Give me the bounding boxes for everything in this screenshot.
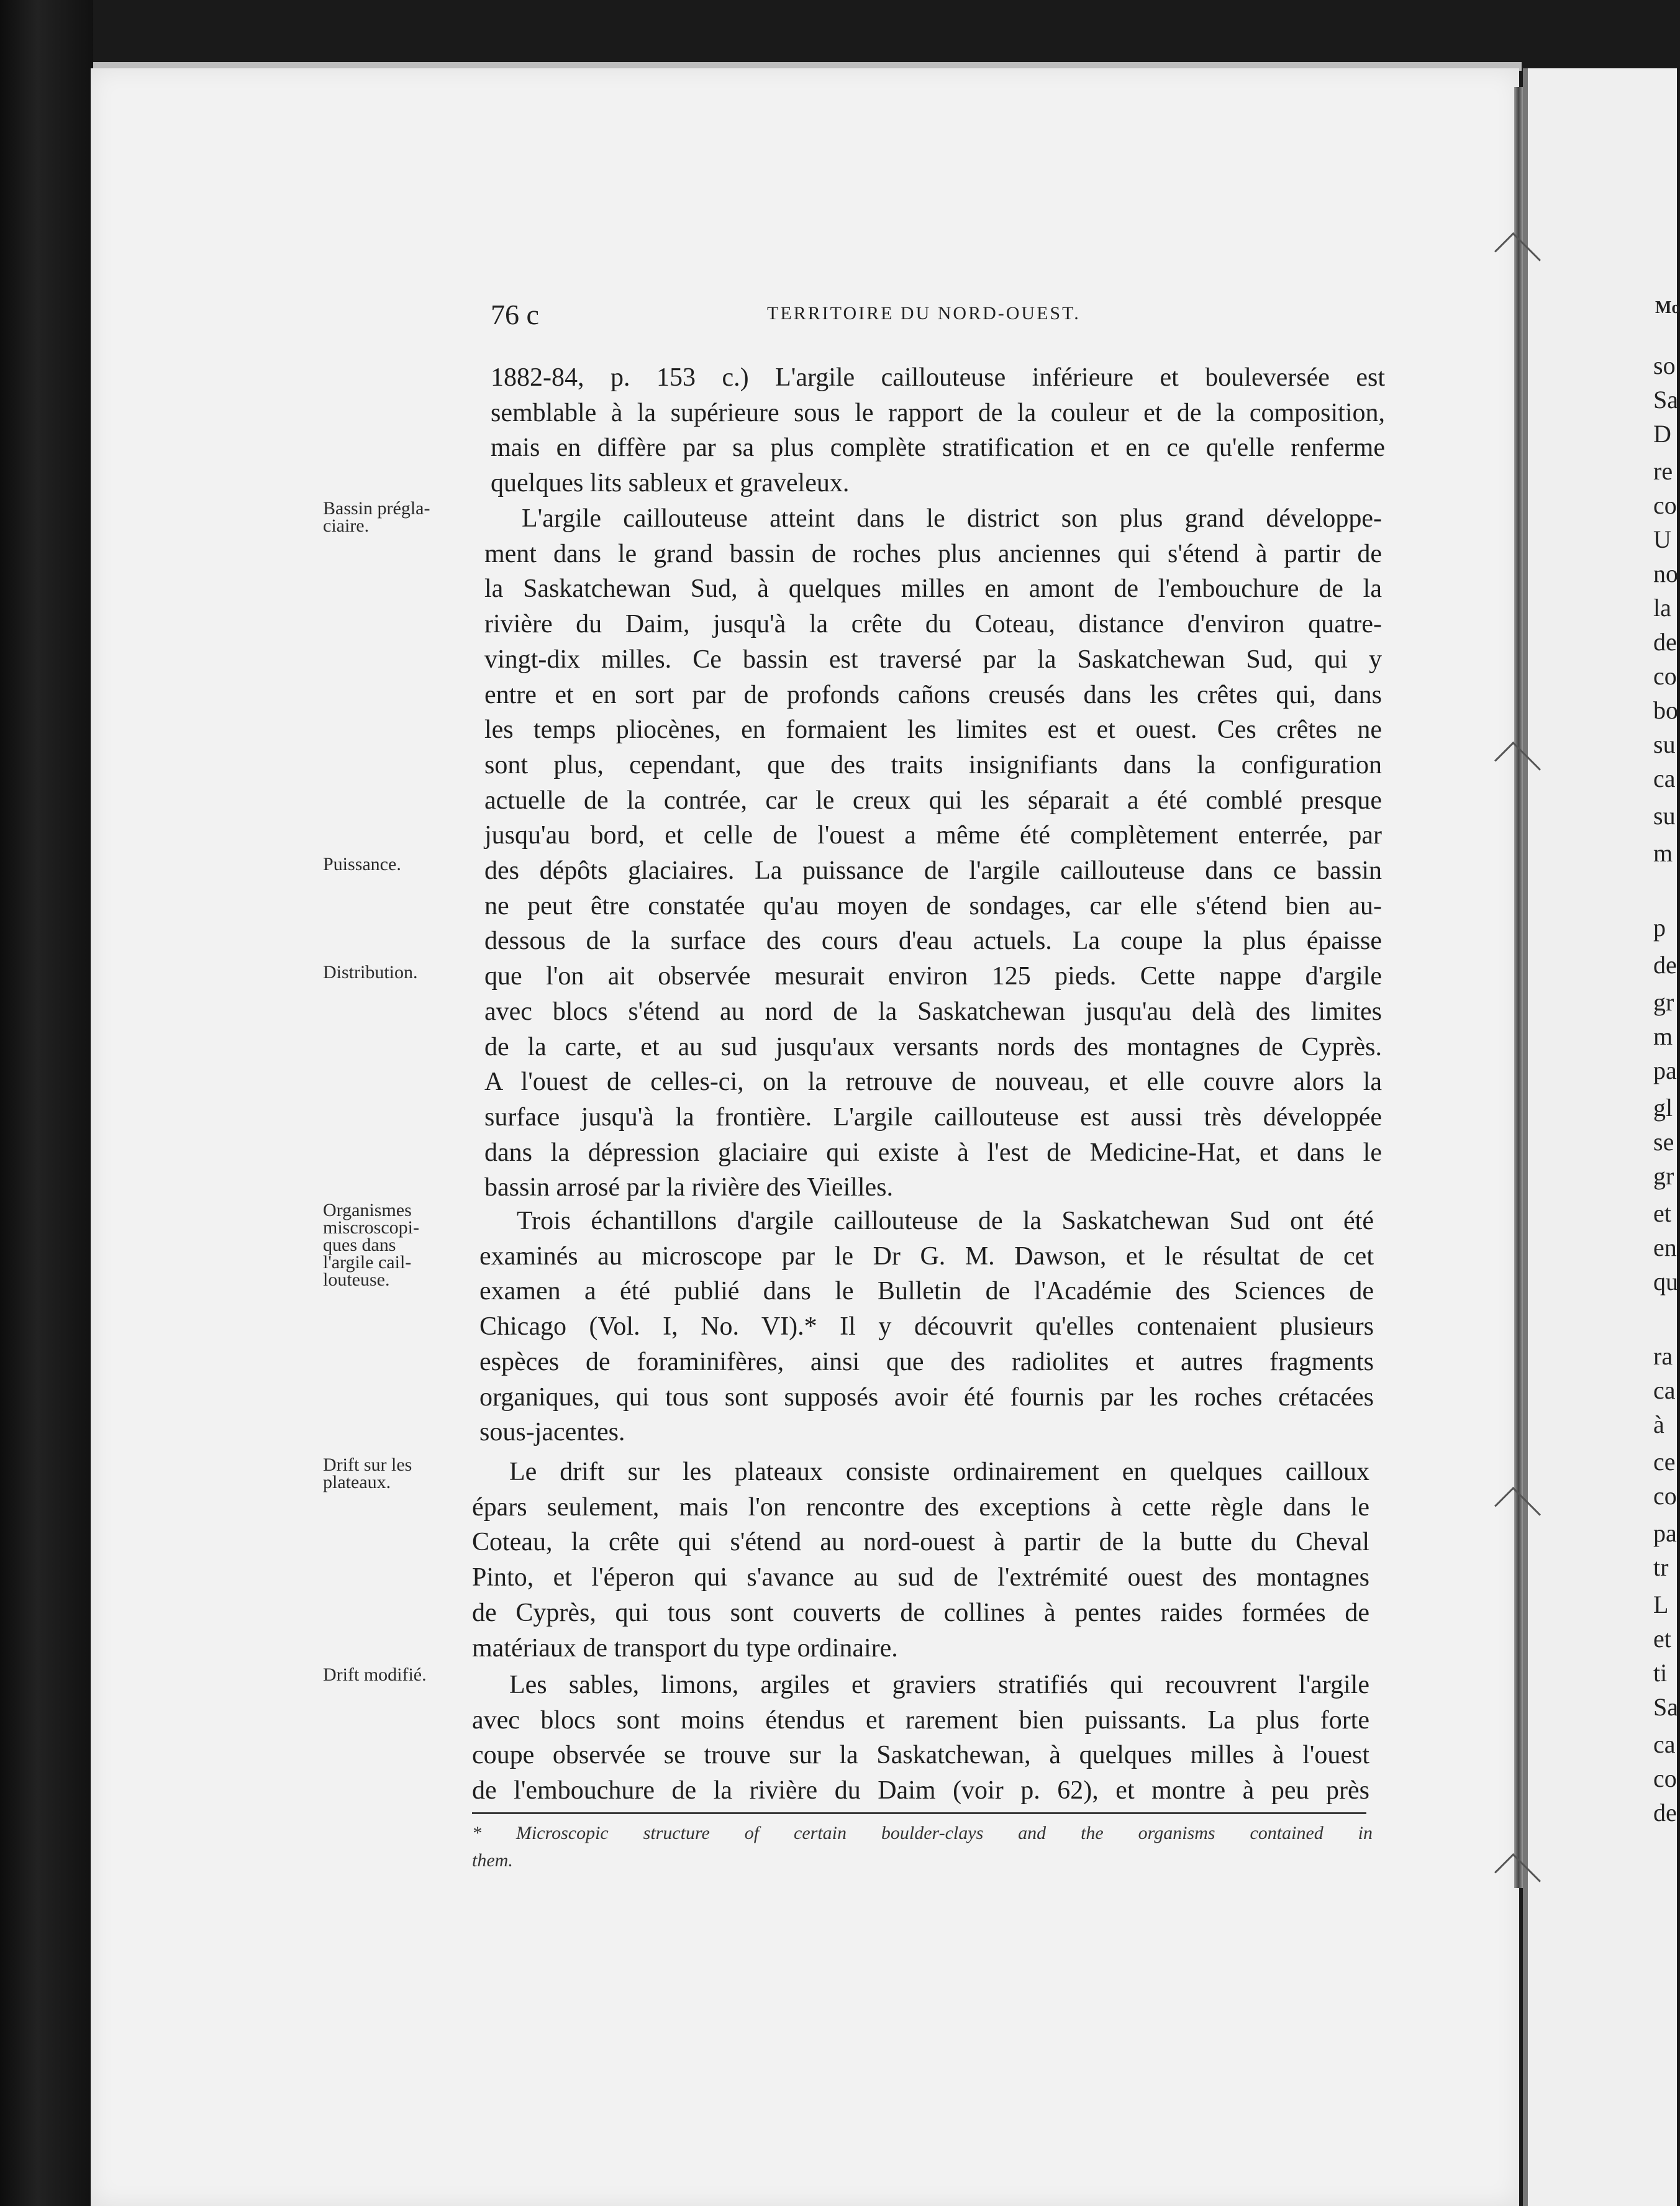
text-line: de l'embouchure de la rivière du Daim (voir p. 62), et montre à peu près (472, 1776, 1369, 1805)
text-line: avec blocs s'étend au nord de la Saskatchewan jusqu'au delà des limites (484, 997, 1382, 1026)
right-page-fragment: so (1653, 352, 1676, 379)
margin-note-distribution (323, 964, 472, 981)
text-line: A l'ouest de celles-ci, on la retrouve de nouveau, et elle couvre alors la (484, 1068, 1382, 1097)
text-line: entre et en sort par de profonds cañons creusés dans les crêtes qui, dans (484, 680, 1382, 709)
right-page-fragment: p (1653, 914, 1666, 942)
footnote-line: * Microscopic structure of certain boulder-clays and the organisms contained in (472, 1823, 1373, 1843)
right-page-fragment: su (1653, 802, 1676, 830)
text-line: Les sables, limons, argiles et graviers stratifiés qui recouvrent l'argile (509, 1671, 1369, 1699)
right-page-fragment: tr (1653, 1553, 1669, 1581)
right-page-fragment: de (1653, 951, 1677, 979)
right-page-fragment: se (1653, 1128, 1674, 1156)
right-page-fragment: no (1653, 560, 1678, 588)
margin-note-organismes (323, 1202, 472, 1289)
margin-note-line: miscroscopi- (323, 1217, 419, 1238)
text-line: dans la dépression glaciaire qui existe à l'est de Medicine-Hat, et dans le (484, 1138, 1382, 1167)
text-line: quelques lits sableux et graveleux. (491, 469, 850, 498)
right-page-fragment: ra (1653, 1342, 1673, 1370)
margin-note-line: ciaire. (323, 515, 370, 536)
margin-note-line: louteuse. (323, 1269, 390, 1290)
margin-note-line: plateaux. (323, 1472, 391, 1492)
text-line: Chicago (Vol. I, No. VI).* Il y découvrit qu'elles contenaient plusieurs (479, 1312, 1374, 1341)
right-page-fragment: ti (1653, 1659, 1668, 1687)
margin-note-line: l'argile cail- (323, 1252, 412, 1273)
text-line: semblable à la supérieure sous le rapport de la couleur et de la composition, (491, 398, 1385, 427)
right-page-fragment: ca (1653, 1730, 1676, 1758)
right-page-fragment: m (1653, 839, 1673, 867)
binding-spine (1514, 87, 1523, 1888)
text-line: Le drift sur les plateaux consiste ordinairement en quelques cailloux (509, 1458, 1369, 1486)
margin-note-line: Distribution. (323, 962, 418, 983)
right-page-fragment: de (1653, 628, 1677, 656)
text-line: bassin arrosé par la rivière des Vieilles. (484, 1173, 893, 1202)
text-line: ment dans le grand bassin de roches plus anciennes qui s'étend à partir de (484, 539, 1382, 568)
right-page-fragment: bo (1653, 696, 1678, 724)
right-page-fragment: co (1653, 662, 1677, 690)
right-page-fragment: ca (1653, 765, 1676, 792)
margin-note-puissance (323, 856, 472, 873)
page-header (491, 298, 1118, 335)
right-page-fragment: gr (1653, 988, 1674, 1016)
footnote (472, 1820, 1373, 1874)
right-page-fragment: Sa (1653, 386, 1678, 414)
text-line: examen a été publié dans le Bulletin de l'Académie des Sciences de (479, 1277, 1374, 1306)
right-page-fragment: ca (1653, 1376, 1676, 1404)
text-line: avec blocs sont moins étendus et rarement bien puissants. La plus forte (472, 1705, 1369, 1735)
right-page-fragment: de (1653, 1799, 1677, 1827)
scan-background-left (0, 0, 93, 2206)
text-line: de la carte, et au sud jusqu'aux versants nords des montagnes de Cyprès. (484, 1032, 1382, 1061)
margin-note-line: ques dans (323, 1235, 396, 1255)
right-page-fragment: ce (1653, 1448, 1676, 1476)
paragraph-4 (472, 1455, 1369, 1666)
text-line: L'argile caillouteuse atteint dans le district son plus grand développe- (522, 504, 1382, 533)
right-page-fragment: su (1653, 730, 1676, 758)
right-page-fragment: à (1653, 1410, 1664, 1438)
text-line: la Saskatchewan Sud, à quelques milles en amont de l'embouchure de la (484, 574, 1382, 604)
paragraph-5 (472, 1668, 1369, 1809)
text-line: dessous de la surface des cours d'eau actuels. La coupe la plus épaisse (484, 927, 1382, 956)
right-page-fragment: gr (1653, 1162, 1674, 1190)
text-line: organiques, qui tous sont supposés avoir été fournis par les roches crétacées (479, 1382, 1374, 1412)
margin-note-line: Bassin prégla- (323, 498, 430, 519)
text-line: de Cyprès, qui tous sont couverts de collines à pentes raides formées de (472, 1598, 1369, 1627)
right-page-fragment: gl (1653, 1094, 1673, 1122)
text-line: mais en diffère par sa plus complète stratification et en ce qu'elle renferme (491, 433, 1385, 463)
running-title: TERRITOIRE DU NORD-OUEST. (767, 303, 1081, 324)
text-line: vingt-dix milles. Ce bassin est traversé par la Saskatchewan Sud, qui y (484, 645, 1382, 674)
footnote-line: them. (472, 1850, 513, 1871)
page-number: 76 c (491, 299, 539, 330)
text-line: épars seulement, mais l'on rencontre des exceptions à cette règle dans le (472, 1492, 1369, 1522)
text-line: actuelle de la contrée, car le creux qui les séparait a été comblé presque (484, 786, 1382, 815)
right-page-fragment: qu (1653, 1268, 1678, 1296)
margin-note-line: Puissance. (323, 854, 401, 874)
margin-note-line: Organismes (323, 1200, 412, 1220)
paragraph-3 (479, 1204, 1374, 1450)
text-line: que l'on ait observée mesurait environ 125 pieds. Cette nappe d'argile (484, 962, 1382, 991)
text-line: rivière du Daim, jusqu'à la crête du Coteau, distance d'environ quatre- (484, 610, 1382, 639)
right-page-fragment: co (1653, 1764, 1677, 1792)
right-page-fragment: en (1653, 1233, 1677, 1261)
text-line: sous-jacentes. (479, 1418, 625, 1447)
paragraph-2 (484, 501, 1382, 1205)
right-page-fragment: co (1653, 491, 1677, 519)
text-line: jusqu'au bord, et celle de l'ouest a même été complètement enterrée, par (484, 821, 1382, 850)
right-page-fragment: U (1653, 525, 1671, 553)
text-line: Trois échantillons d'argile caillouteuse de la Saskatchewan Sud ont été (517, 1207, 1374, 1235)
footnote-rule (472, 1812, 1366, 1814)
margin-note-line: Drift modifié. (323, 1664, 427, 1685)
right-page-fragment: L (1653, 1591, 1669, 1618)
right-page-fragment: pa (1653, 1519, 1677, 1547)
right-page-fragment: Sa (1653, 1693, 1678, 1721)
margin-note-drift-modifie (323, 1666, 472, 1684)
margin-note-bassin (323, 500, 472, 535)
right-page-fragment: Mo (1655, 298, 1680, 317)
text-line: espèces de foraminifères, ainsi que des radiolites et autres fragments (479, 1347, 1374, 1376)
text-line: coupe observée se trouve sur la Saskatchewan, à quelques milles à l'ouest (472, 1741, 1369, 1770)
text-line: 1882-84, p. 153 c.) L'argile caillouteuse inférieure et bouleversée est (491, 363, 1385, 392)
right-page-fragment: pa (1653, 1056, 1677, 1084)
right-page-fragment: D (1653, 420, 1671, 448)
text-line: des dépôts glaciaires. La puissance de l'argile caillouteuse dans ce bassin (484, 856, 1382, 886)
text-line: Pinto, et l'éperon qui s'avance au sud de l'extrémité ouest des montagnes (472, 1563, 1369, 1592)
text-line: les temps pliocènes, en formaient les limites est et ouest. Ces crêtes ne (484, 715, 1382, 745)
text-line: surface jusqu'à la frontière. L'argile caillouteuse est aussi très développée (484, 1102, 1382, 1132)
margin-note-drift-plateaux (323, 1456, 472, 1491)
right-page-fragment: m (1653, 1022, 1673, 1050)
text-line: matériaux de transport du type ordinaire. (472, 1633, 898, 1663)
text-line: examinés au microscope par le Dr G. M. Dawson, et le résultat de cet (479, 1241, 1374, 1271)
text-line: Coteau, la crête qui s'étend au nord-ouest à partir de la butte du Cheval (472, 1528, 1369, 1557)
paragraph-1 (491, 360, 1385, 501)
right-page-fragment: et (1653, 1625, 1671, 1653)
right-page-fragment: la (1653, 594, 1671, 622)
right-page-fragment: co (1653, 1482, 1677, 1510)
text-line: ne peut être constatée qu'au moyen de sondages, car elle s'étend bien au- (484, 891, 1382, 920)
right-page-fragment: et (1653, 1199, 1671, 1227)
right-page-fragment: re (1653, 457, 1673, 485)
margin-note-line: Drift sur les (323, 1455, 412, 1475)
text-line: sont plus, cependant, que des traits insignifiants dans la configuration (484, 750, 1382, 779)
